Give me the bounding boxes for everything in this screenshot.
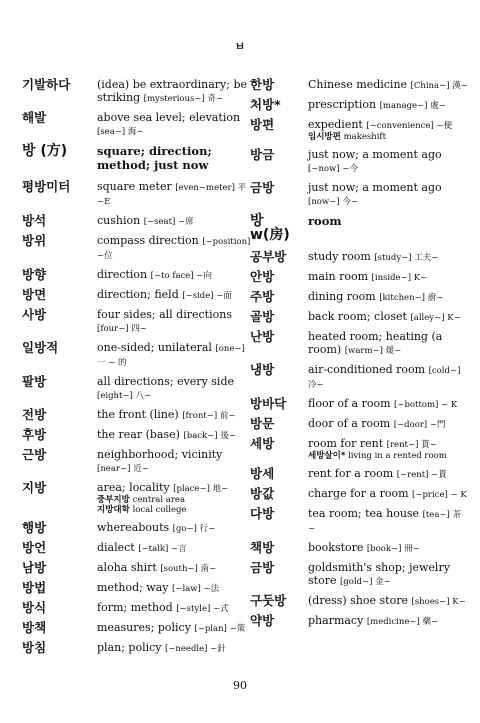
entry-etymology: [back~] 後~ [183,431,236,441]
dictionary-entry [250,541,468,555]
entry-etymology: [~door] ~門 [393,420,446,430]
dictionary-entry [22,541,254,555]
entry-definition: heated room; heating (a room) [308,330,443,356]
entry-headword: 방편 [250,117,275,132]
dictionary-entry [250,467,468,481]
entry-headword: 안방 [250,269,275,284]
dictionary-entry [22,214,254,228]
dictionary-entry [22,641,254,655]
entry-etymology: [south~] 南~ [160,564,217,574]
entry-definition-block [308,250,468,264]
entry-definition-block [308,363,468,391]
dictionary-entry [250,250,468,264]
entry-definition: direction; field [97,288,179,301]
entry-definition-block [97,341,254,369]
dictionary-entry [250,148,468,175]
entry-definition-block [97,641,254,655]
section-meaning: room [308,214,342,228]
entry-definition: compass direction [97,234,199,247]
entry-etymology: [~now] ~今 [308,164,358,174]
entry-definition: four sides; all directions [97,308,232,321]
dictionary-entry [250,181,468,208]
dictionary-entry [250,98,468,112]
entry-definition: measures; policy [97,621,191,634]
entry-headword: 금방 [250,180,275,195]
entry-etymology: [~law] ~法 [172,584,220,594]
entry-etymology: [four~] 四~ [97,324,147,334]
dictionary-entry [250,437,468,461]
entry-headword: 방값 [250,486,275,501]
entry-etymology: [near~] 近~ [97,464,149,474]
entry-definition-block [308,541,468,555]
entry-definition: room for rent [308,437,384,450]
entry-headword: 사방 [22,307,47,322]
entry-headword: 남방 [22,560,47,575]
dictionary-entry [22,288,254,302]
dictionary-entry [250,78,468,92]
entry-etymology: [~position] ~位 [97,237,251,261]
entry-definition-block [97,234,254,262]
entry-headword: 주방 [250,289,275,304]
dictionary-entry [22,448,254,475]
entry-definition: direction [97,268,148,281]
entry-definition-block [308,270,468,284]
entry-headword: 방금 [250,147,275,162]
entry-definition: one-sided; unilateral [97,341,212,354]
dictionary-entry [22,341,254,369]
entry-headword: 방바닥 [250,396,287,411]
entry-definition-block [97,288,254,302]
entry-definition-block [308,561,468,588]
entry-headword: 일방적 [22,340,59,355]
entry-definition-block [308,98,468,112]
entry-definition: the front (line) [97,408,179,421]
entry-etymology: [one~] 一 ~ 的 [97,344,245,368]
entry-definition-block [97,268,254,282]
entry-definition-block [97,541,254,555]
entry-definition-block [308,78,468,92]
dictionary-entry [250,310,468,324]
entry-headword: 방위 [22,233,47,248]
dictionary-entry [22,481,254,515]
dictionary-entry [250,290,468,304]
entry-etymology: [~side] ~面 [182,291,232,301]
dictionary-entry [250,363,468,391]
entry-definition: dialect [97,541,135,554]
entry-headword: 방언 [22,540,47,555]
entry-definition: goldsmith's shop; jewelry store [308,561,450,587]
entry-headword: 다방 [250,506,275,521]
entry-etymology: [place~] 地~ [173,484,229,494]
entry-definition-block [97,481,254,515]
entry-etymology: [shoes~] K~ [411,597,466,607]
entry-definition-block [97,601,254,615]
entry-definition-block [97,214,254,228]
entry-etymology: [go~] 行~ [172,524,216,534]
entry-headword: 한방 [250,77,275,92]
entry-definition: just now; a moment ago [308,148,442,161]
entry-headword: 후방 [22,427,47,442]
entry-definition: whereabouts [97,521,170,534]
entry-definition: all directions; every side [97,375,234,388]
entry-definition: cushion [97,214,141,227]
entry-definition: floor of a room [308,397,391,410]
entry-etymology: [~bottom] ~ K [394,400,458,410]
entry-headword: 약방 [250,613,275,628]
left-column [22,78,254,661]
entry-headword: 냉방 [250,362,275,377]
entry-definition-block [97,448,254,475]
entry-definition: expedient [308,118,363,131]
sub-entry [308,132,468,142]
section-meaning: square; direction; method; just now [97,144,212,172]
entry-definition-block [308,290,468,304]
dictionary-entry [22,581,254,595]
entry-definition: dining room [308,290,376,303]
entry-headword: 구둣방 [250,593,287,608]
entry-definition-block [308,148,468,175]
dictionary-entry [250,118,468,142]
entry-headword: 골방 [250,309,275,324]
dictionary-entry [22,428,254,442]
dictionary-entry [22,78,254,105]
entry-etymology: [rent~] 貰~ [386,440,437,450]
entry-headword: 방향 [22,267,47,282]
entry-etymology: [study~] 工夫~ [374,253,439,263]
right-column [250,78,468,634]
sub-entry-korean: 지방대학 [97,505,130,515]
entry-headword: 금방 [250,560,275,575]
entry-headword: 방면 [22,287,47,302]
entry-definition-block [308,467,468,481]
entry-headword: 공부방 [250,249,287,264]
dictionary-entry [250,507,468,535]
sub-entry-gloss: local college [132,505,187,515]
entry-etymology: [~plan] ~策 [194,624,246,634]
dictionary-entry [22,234,254,262]
entry-definition-block [308,437,468,461]
sub-entry-korean: 세방살이* [308,451,346,461]
entry-etymology: [eight~] 八~ [97,391,152,401]
entry-definition-block [97,308,254,335]
entry-headword: 지방 [22,480,47,495]
entry-definition: charge for a room [308,487,409,500]
entry-definition-block [97,408,254,422]
entry-etymology: [mysterious~] 奇~ [143,94,224,104]
entry-headword: 책방 [250,540,275,555]
dictionary-entry [250,397,468,411]
dictionary-entry [22,375,254,402]
entry-definition: tea room; tea house [308,507,420,520]
dictionary-entry [250,594,468,608]
entry-definition-block [308,397,468,411]
dictionary-entry [250,487,468,501]
entry-definition-block [308,310,468,324]
entry-etymology: [~seat] ~席 [143,217,194,227]
entry-headword: 처방* [250,97,281,112]
dictionary-entry [22,180,254,208]
dictionary-entry [250,614,468,628]
entry-definition: main room [308,270,369,283]
entry-definition-block [97,428,254,442]
entry-etymology: [China~] 漢~ [410,81,468,91]
entry-etymology: [tea~] 茶~ [308,510,462,534]
page-number: 90 [233,679,247,692]
entry-definition-block [97,561,254,575]
dictionary-entry [22,111,254,138]
entry-headword: 방침 [22,640,47,655]
entry-definition: area; locality [97,481,170,494]
entry-headword: 팔방 [22,374,47,389]
entry-definition-block [97,375,254,402]
entry-definition-block [308,118,468,142]
entry-etymology: [~needle] ~針 [164,644,226,654]
dictionary-entry [22,521,254,535]
entry-definition-block [97,180,254,208]
dictionary-entry [250,330,468,357]
entry-definition-block [308,507,468,535]
entry-etymology: [~convenience] ~便 [366,121,453,131]
entry-definition: above sea level; elevation [97,111,241,124]
entry-headword: 방석 [22,213,47,228]
entry-etymology: [sea~] 海~ [97,127,144,137]
entry-etymology: [front~] 前~ [182,411,236,421]
entry-headword: 방세 [250,466,275,481]
entry-definition: Chinese medicine [308,78,408,91]
entry-definition: plan; policy [97,641,162,654]
sub-entry-korean: 중부지방 [97,495,130,505]
entry-etymology: [~price] ~ K [412,490,467,500]
entry-headword: 난방 [250,329,275,344]
entry-etymology: [~talk] ~言 [138,544,187,554]
entry-etymology: [warm~] 煖~ [344,346,402,356]
sub-entry [97,505,254,515]
dictionary-entry [250,270,468,284]
entry-headword: 행방 [22,520,47,535]
entry-headword: 방식 [22,600,47,615]
entry-definition: form; method [97,601,173,614]
entry-etymology: [~rent] ~貰 [396,470,447,480]
sub-entry-korean: 임시방편 [308,132,341,142]
entry-definition: pharmacy [308,614,364,627]
sub-entry-gloss: central area [132,495,186,505]
entry-definition-block [97,581,254,595]
dictionary-entry [22,268,254,282]
entry-etymology: [book~] 冊~ [366,544,420,554]
dictionary-entry [250,417,468,431]
entry-headword: 방문 [250,416,275,431]
entry-definition-block [97,78,254,105]
entry-definition: study room [308,250,371,263]
dictionary-entry [22,561,254,575]
entry-headword: 근방 [22,447,47,462]
dictionary-entry [22,601,254,615]
entry-definition: prescription [308,98,377,111]
entry-headword: 방책 [22,620,47,635]
section-header [250,214,468,242]
entry-definition: door of a room [308,417,391,430]
sub-entry [97,495,254,505]
section-headword: 방 w(房) [250,213,290,243]
entry-headword: 전방 [22,407,47,422]
entry-definition: back room; closet [308,310,407,323]
entry-definition: air-conditioned room [308,363,426,376]
entry-headword: 세방 [250,436,275,451]
entry-definition: rent for a room [308,467,394,480]
entry-definition-block [308,594,468,608]
entry-headword: 방법 [22,580,47,595]
section-header [22,144,254,172]
sub-entry [308,451,468,461]
entry-definition-block [308,181,468,208]
entry-etymology: [medicine~] 藥~ [366,617,439,627]
dictionary-entry [22,621,254,635]
entry-etymology: [gold~] 金~ [339,577,391,587]
dictionary-entry [22,308,254,335]
entry-headword: 평방미터 [22,179,71,194]
section-headword: 방 (方) [22,143,68,159]
entry-definition-block [308,614,468,628]
entry-definition: aloha shirt [97,561,157,574]
page-header-letter: ㅂ [234,40,246,53]
entry-etymology: [cold~] 冷~ [308,366,461,390]
entry-definition: (idea) be extraordinary; be striking [97,78,248,104]
entry-definition: bookstore [308,541,364,554]
entry-definition: the rear (base) [97,428,180,441]
entry-etymology: [~to face] ~向 [150,271,212,281]
dictionary-entry [250,561,468,588]
entry-definition-block [308,487,468,501]
entry-headword: 해발 [22,110,47,125]
entry-definition-block [97,621,254,635]
entry-definition: square meter [97,180,172,193]
entry-etymology: [even~meter] 平~E [97,183,247,207]
entry-etymology: [now~] 今~ [308,197,358,207]
entry-etymology: [~style] ~式 [176,604,229,614]
entry-headword: 기발하다 [22,77,71,92]
entry-etymology: [manage~] 處~ [379,101,446,111]
sub-entry-gloss: makeshift [343,132,386,142]
entry-definition-block [97,111,254,138]
entry-definition-block [97,521,254,535]
dictionary-entry [22,408,254,422]
entry-definition-block [308,330,468,357]
entry-definition: just now; a moment ago [308,181,442,194]
entry-etymology: [alley~] K~ [410,313,461,323]
sub-entry-gloss: living in a rented room [348,451,447,461]
entry-definition-block [308,417,468,431]
entry-etymology: [inside~] K~ [371,273,428,283]
entry-definition: neighborhood; vicinity [97,448,223,461]
entry-etymology: [kitchen~] 廚~ [379,293,444,303]
entry-definition: (dress) shoe store [308,594,408,607]
entry-definition: method; way [97,581,169,594]
